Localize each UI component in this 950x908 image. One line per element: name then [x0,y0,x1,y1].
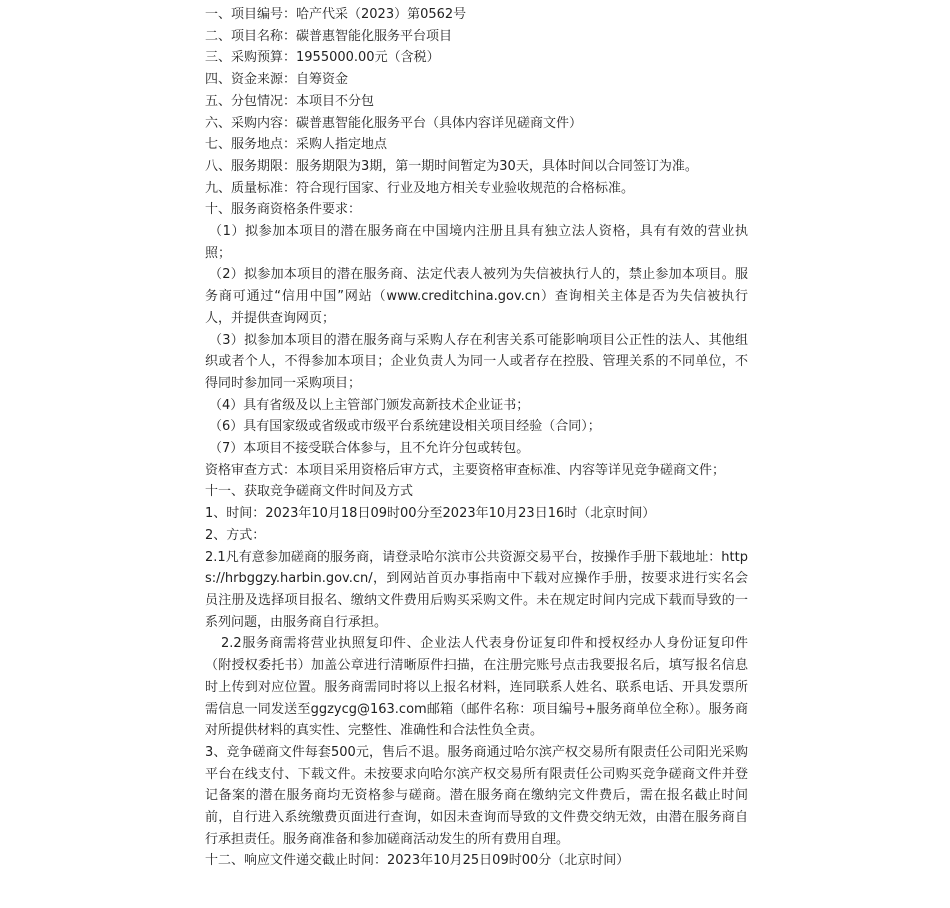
qualification-review-method: 资格审查方式：本项目采用资格后审方式，主要资格审查标准、内容等详见竞争磋商文件； [205,462,726,478]
service-location: 七、服务地点：采购人指定地点 [205,137,388,153]
qualification-item-1: （1）拟参加本项目的潜在服务商在中国境内注册且具有独立法人资格，具有有效的营业执照； [205,224,748,261]
submission-deadline: 十二、响应文件递交截止时间：2023年10月25日09时00分（北京时间） [205,853,630,869]
document-fee: 3、竞争磋商文件每套500元，售后不退。服务商通过哈尔滨产权交易所有限责任公司阳光采购平台在线支付、下载文件。未按要求向哈尔滨产权交易所有限责任公司购买竞争磋商文件并登记备案的潜在服务商均无资格参与磋商。潜在服务商在缴纳完文件费后，需在报名截止时间前，自行进入系统缴费页面进行查询，如因未查询而导致的文件费交纳无效，由潜在服务商自行承担责任。服务商准备和参加磋商活动发生的所有费用自理。 [205,744,748,847]
project-number: 一、项目编号：哈产代采（2023）第0562号 [205,7,467,22]
service-period: 八、服务期限：服务期限为3期，第一期时间暂定为30天，具体时间以合同签订为准。 [205,158,698,174]
procurement-content: 六、采购内容：碳普惠智能化服务平台（具体内容详见磋商文件） [205,115,583,131]
qualification-heading: 十、服务商资格条件要求： [205,202,362,218]
obtain-method-2-1: 2.1凡有意参加磋商的服务商，请登录哈尔滨市公共资源交易平台，按操作手册下载地址：https://hrbggzy.harbin.gov.cn/，到网站首页办事指南中下载对应操作手册，按要求进行实名会员注册及选择项目报名、缴纳文件费用后购买采购文件。未在规定时间内完成下载而导致的一系列问题，由服务商自行承担。 [205,549,748,630]
qualification-item-2: （2）拟参加本项目的潜在服务商、法定代表人被列为失信被执行人的，禁止参加本项目。服务商可通过“信用中国”网站（www.creditchina.gov.cn）查询相关主体是否为失信被执行人，并提供查询网页； [205,267,748,326]
obtain-time: 1、时间：2023年10月18日09时00分至2023年10月23日16时（北京时间） [205,506,656,522]
qualification-item-6: （6）具有国家级或省级或市级平台系统建设相关项目经验（合同）； [209,419,601,435]
obtain-documents-heading: 十一、获取竞争磋商文件时间及方式 [205,484,414,500]
obtain-method-2-2: 2.2服务商需将营业执照复印件、企业法人代表身份证复印件和授权经办人身份证复印件（附授权委托书）加盖公章进行清晰原件扫描，在注册完账号点击我要报名后，填写报名信息时上传到对应位置。服务商需同时将以上报名材料，连同联系人姓名、联系电话、开具发票所需信息一同发送至ggzycg@163.com邮箱（邮件名称：项目编号+服务商单位全称）。服务商对所提供材料的真实性、完整性、准确性和合法性负全责。 [205,636,748,739]
procurement-budget: 三、采购预算：1955000.00元（含税） [205,50,440,66]
obtain-method-heading: 2、方式： [205,527,266,543]
quality-standard: 九、质量标准：符合现行国家、行业及地方相关专业验收规范的合格标准。 [205,180,635,196]
qualification-item-3: （3）拟参加本项目的潜在服务商与采购人存在利害关系可能影响项目公正性的法人、其他组织或者个人，不得参加本项目；企业负责人为同一人或者存在控股、管理关系的不同单位，不得同时参加同一采购项目； [205,332,748,391]
project-name: 二、项目名称：碳普惠智能化服务平台项目 [205,28,453,44]
document-body [205,4,748,872]
funding-source: 四、资金来源：自筹资金 [205,72,349,88]
qualification-item-7: （7）本项目不接受联合体参与，且不允许分包或转包。 [209,441,530,457]
qualification-item-4: （4）具有省级及以上主管部门颁发高新技术企业证书； [209,397,530,413]
package-status: 五、分包情况：本项目不分包 [205,93,375,109]
